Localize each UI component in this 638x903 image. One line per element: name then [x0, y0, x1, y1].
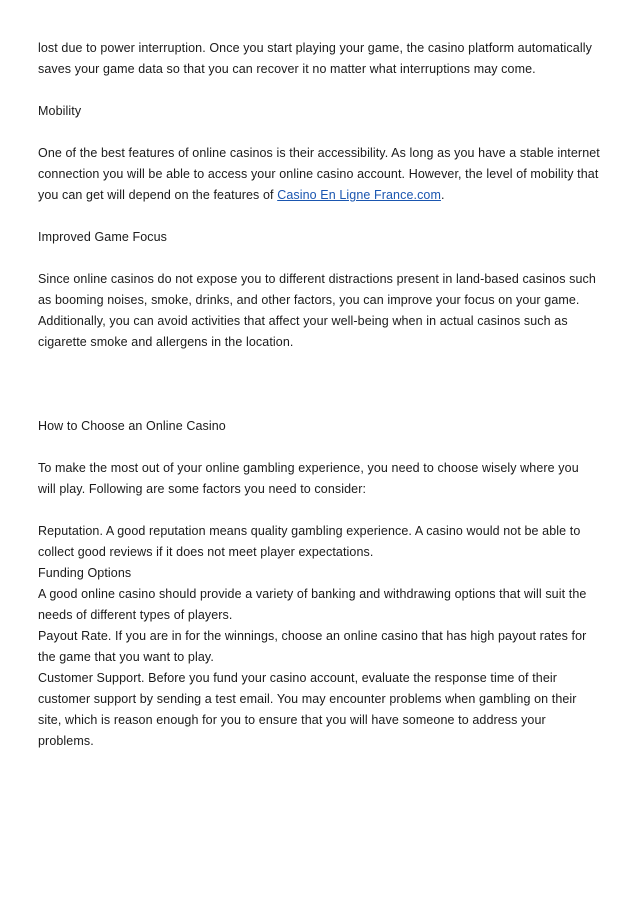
focus-paragraph: Since online casinos do not expose you to different distractions present in land-based casinos such as booming noises, smoke, drinks, and other factors, you can improve your focus on your game. Additionally, you can avoid activities that affect your well-being when in actual casinos such as cigarette smoke and allergens in the location.: [38, 272, 596, 349]
mobility-text-after-link: .: [440, 188, 445, 202]
factor-funding-options-text: A good online casino should provide a variety of banking and withdrawing options that will suit the needs of different types of players.: [38, 587, 587, 622]
casino-en-ligne-link[interactable]: Casino En Ligne France.com: [277, 188, 441, 202]
intro-paragraph: lost due to power interruption. Once you start playing your game, the casino platform automatically saves your game data so that you can recover it no matter what interruptions may come.: [38, 41, 592, 76]
factor-payout-rate: Payout Rate. If you are in for the winnings, choose an online casino that has high payout rates for the game that you want to play.: [38, 629, 587, 664]
mobility-text-before-link: One of the best features of online casinos is their accessibility. As long as you have a stable internet connection you will be able to access your online casino account. However, the level of mobility that you can get will depend on the features of: [38, 146, 600, 202]
heading-how-to-choose: How to Choose an Online Casino: [38, 419, 226, 433]
factor-funding-options-title: Funding Options: [38, 566, 132, 580]
heading-improved-game-focus: Improved Game Focus: [38, 230, 168, 244]
mobility-paragraph: [38, 143, 600, 206]
section-spacer: [38, 374, 600, 416]
document-page: [38, 38, 600, 752]
choose-paragraph: To make the most out of your online gambling experience, you need to choose wisely where you will play. Following are some factors you need to consider:: [38, 461, 579, 496]
factor-reputation: Reputation. A good reputation means quality gambling experience. A casino would not be able to collect good reviews if it does not meet player expectations.: [38, 524, 581, 559]
factor-customer-support: Customer Support. Before you fund your casino account, evaluate the response time of their customer support by sending a test email. You may encounter problems when gambling on their site, which is reason enough for you to ensure that you will have someone to address your problems.: [38, 671, 577, 748]
heading-mobility: Mobility: [38, 104, 82, 118]
factors-list: [38, 521, 600, 752]
